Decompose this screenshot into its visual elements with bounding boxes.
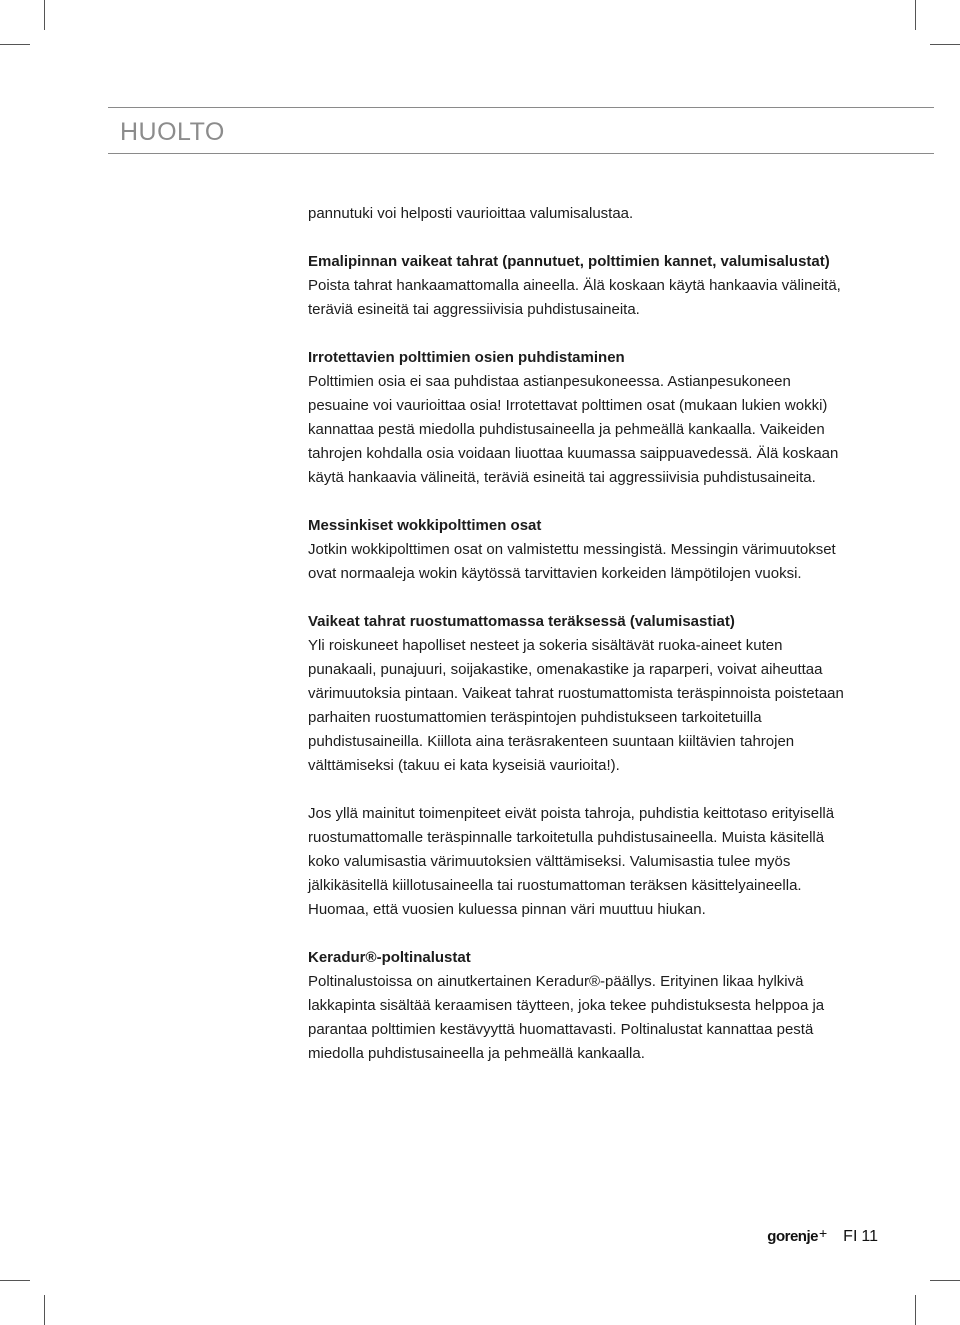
section-heading: Emalipinnan vaikeat tahrat (pannutuet, polttimien kannet, valumisalustat)	[308, 253, 830, 270]
intro-paragraph: pannutuki voi helposti vaurioittaa valumisalustaa.	[308, 205, 634, 222]
header-bottom-rule	[108, 153, 934, 154]
crop-mark	[930, 1280, 960, 1281]
page-footer	[767, 1225, 878, 1246]
cleaning-paragraph: Jos yllä mainitut toimenpiteet eivät poista tahroja, puhdistia keittotaso erityisellä ruostumattomalle teräspinnalle tarkoitetulla puhdistusaineella. Muista käsitellä koko valumisastia värimuutoksien välttämiseksi. Valumisastia tulee myös jälkikäsitellä kiillotusaineella tai ruostumattoman teräksen käsittelyaineella. Huomaa, että vuosien kuluessa pinnan väri muuttuu hiukan.	[308, 805, 835, 918]
brand-plus-mark: +	[818, 1225, 828, 1241]
crop-mark	[915, 0, 916, 30]
crop-mark	[0, 44, 30, 45]
crop-mark	[915, 1295, 916, 1325]
main-content	[308, 202, 848, 1066]
brand-logo: gorenje	[767, 1228, 818, 1245]
section-heading: Messinkiset wokkipolttimen osat	[308, 517, 542, 534]
section-heading: Vaikeat tahrat ruostumattomassa teräksessä (valumisastiat)	[308, 613, 735, 630]
crop-mark	[44, 1295, 45, 1325]
section-heading: Irrotettavien polttimien osien puhdistaminen	[308, 349, 625, 366]
section-heading: Keradur®-poltinalustat	[308, 949, 471, 966]
section-body: Polttimien osia ei saa puhdistaa astianpesukoneessa. Astianpesukoneen pesuaine voi vaurioittaa osia! Irrotettavat polttimen osat (mukaan lukien wokki) kannattaa pestä miedolla puhdistusaineella ja pehmeällä kankaalla. Vaikeiden tahrojen kohdalla osia voidaan liuottaa kuumassa saippuavedessä. Älä koskaan käytä hankaavia välineitä, teräviä esineitä tai aggressiivisia puhdistusaineita.	[308, 373, 839, 486]
language-code: FI	[843, 1228, 858, 1245]
crop-mark	[0, 1280, 30, 1281]
page-number: 11	[861, 1228, 878, 1245]
header-top-rule	[108, 107, 934, 108]
section-body: Poista tahrat hankaamattomalla aineella. Älä koskaan käytä hankaavia välineitä, teräviä esineitä tai aggressiivisia puhdistusaineita.	[308, 277, 841, 318]
section-body: Yli roiskuneet hapolliset nesteet ja sokeria sisältävät ruoka-aineet kuten punakaali, punajuuri, soijakastike, omenakastike ja raparperi, voivat aiheuttaa värimuutoksia pintaan. Vaikeat tahrat ruostumattomista teräspinnoista poistetaan parhaiten ruostumattomien teräspintojen puhdistukseen tarkoitetuilla puhdistusaineilla. Kiillota aina teräsrakenteen suuntaan kiiltävien tahrojen välttämiseksi (takuu ei kata kyseisiä vaurioita!).	[308, 637, 844, 774]
section-body: Poltinalustoissa on ainutkertainen Keradur®-päällys. Erityinen likaa hylkivä lakkapinta sisältää keraamisen täytteen, joka tekee puhdistuksesta helppoa ja parantaa polttimien kestävyyttä huomattavasti. Poltinalustat kannattaa pestä miedolla puhdistusaineella ja pehmeällä kankaalla.	[308, 973, 825, 1062]
crop-mark	[930, 44, 960, 45]
section-title: HUOLTO	[120, 118, 225, 146]
section-body: Jotkin wokkipolttimen osat on valmistettu messingistä. Messingin värimuutokset ovat normaaleja wokin käytössä tarvittavien korkeiden lämpötilojen vuoksi.	[308, 541, 836, 582]
crop-mark	[44, 0, 45, 30]
